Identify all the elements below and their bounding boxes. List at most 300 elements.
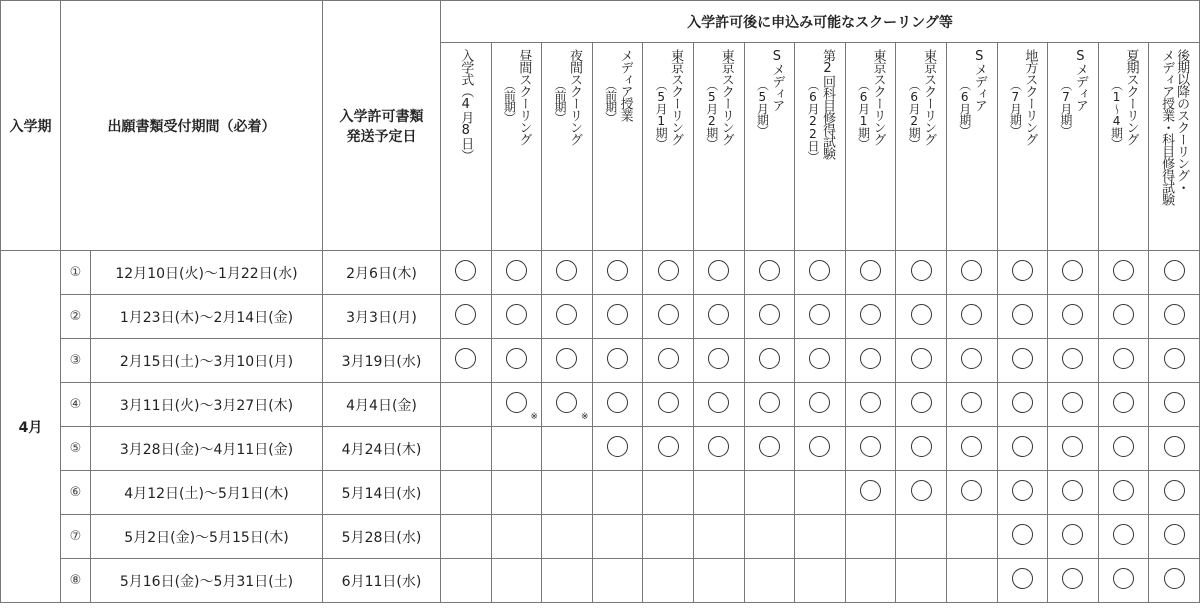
available-circle-icon (708, 348, 729, 369)
column-header-line: Sメディア (971, 49, 987, 111)
availability-cell (1048, 251, 1099, 295)
column-header-line: 夏期スクーリング (1123, 49, 1139, 145)
column-header (946, 43, 997, 251)
available-circle-icon (961, 392, 982, 413)
column-header (542, 43, 593, 251)
availability-cell (643, 295, 694, 339)
availability-cell (643, 515, 694, 559)
column-header-text (653, 49, 683, 245)
column-header-line: （7月期） (1008, 79, 1023, 136)
available-circle-icon (708, 304, 729, 325)
availability-cell (795, 295, 846, 339)
application-period: 5月2日(金)〜5月15日(木) (91, 515, 323, 559)
availability-cell (845, 471, 896, 515)
availability-cell (946, 559, 997, 603)
availability-cell (693, 427, 744, 471)
available-circle-icon (556, 348, 577, 369)
column-header-line: （1〜4期） (1109, 79, 1124, 149)
availability-cell (491, 471, 542, 515)
availability-cell (1048, 383, 1099, 427)
availability-cell (1098, 295, 1149, 339)
availability-cell (693, 251, 744, 295)
column-header-line: 入学式（4月8日） (458, 49, 474, 161)
availability-cell (997, 383, 1048, 427)
available-circle-icon (658, 304, 679, 325)
column-header-line: Sメディア (769, 49, 785, 111)
available-circle-icon (759, 260, 780, 281)
column-header (693, 43, 744, 251)
available-circle-icon (961, 260, 982, 281)
row-number: ④ (61, 383, 91, 427)
availability-cell (795, 251, 846, 295)
application-period: 12月10日(火)〜1月22日(水) (91, 251, 323, 295)
available-circle-icon (607, 392, 628, 413)
column-header (441, 43, 492, 251)
column-header-text (805, 49, 835, 245)
dispatch-header-line2: 発送予定日 (346, 128, 417, 145)
dispatch-date: 3月19日(水) (323, 339, 441, 383)
availability-cell (592, 559, 643, 603)
availability-cell (946, 515, 997, 559)
available-circle-icon (506, 392, 538, 422)
column-header-line: （7月期） (1058, 79, 1073, 136)
availability-cell (542, 251, 593, 295)
availability-cell (491, 427, 542, 471)
available-circle-icon (708, 436, 729, 457)
column-header-line: （前期） (502, 79, 517, 123)
availability-cell (693, 295, 744, 339)
availability-cell (592, 295, 643, 339)
availability-cell (491, 515, 542, 559)
available-circle-icon (860, 436, 881, 457)
available-circle-icon (809, 436, 830, 457)
available-circle-icon (860, 304, 881, 325)
availability-cell (441, 383, 492, 427)
available-circle-icon (1062, 436, 1083, 457)
availability-cell (592, 339, 643, 383)
availability-cell (845, 559, 896, 603)
availability-cell (693, 339, 744, 383)
availability-cell (744, 383, 795, 427)
availability-cell (643, 471, 694, 515)
column-header-line: （5月1期） (654, 79, 669, 149)
column-header-line: （5月期） (755, 79, 770, 136)
availability-cell (542, 383, 593, 427)
availability-cell (1149, 515, 1200, 559)
available-circle-icon (1062, 348, 1083, 369)
available-circle-icon (911, 304, 932, 325)
availability-cell (795, 383, 846, 427)
schooling-group-header: 入学許可後に申込み可能なスクーリング等 (441, 1, 1200, 43)
availability-cell (1149, 559, 1200, 603)
available-circle-icon (911, 436, 932, 457)
availability-cell (1098, 471, 1149, 515)
availability-cell (491, 559, 542, 603)
availability-cell (693, 515, 744, 559)
availability-cell (592, 471, 643, 515)
column-header-text (501, 49, 531, 245)
available-circle-icon (1113, 436, 1134, 457)
available-circle-icon (809, 304, 830, 325)
available-circle-icon (1012, 480, 1033, 501)
column-header-text (704, 49, 734, 245)
availability-cell (744, 559, 795, 603)
available-circle-icon (1113, 568, 1134, 589)
availability-cell (491, 251, 542, 295)
dispatch-date: 3月3日(月) (323, 295, 441, 339)
dispatch-date: 6月11日(水) (323, 559, 441, 603)
availability-cell (896, 515, 947, 559)
availability-cell (845, 383, 896, 427)
availability-cell (845, 295, 896, 339)
application-period: 1月23日(木)〜2月14日(金) (91, 295, 323, 339)
dispatch-date: 5月14日(水) (323, 471, 441, 515)
available-circle-icon (506, 260, 527, 281)
availability-cell (795, 471, 846, 515)
note-mark: ※ (580, 412, 589, 422)
table-row (1, 383, 1200, 427)
column-header (845, 43, 896, 251)
availability-cell (744, 427, 795, 471)
availability-cell (744, 471, 795, 515)
available-circle-icon (1113, 392, 1134, 413)
availability-cell (896, 471, 947, 515)
available-circle-icon (556, 260, 577, 281)
row-number: ⑤ (61, 427, 91, 471)
available-circle-icon (1164, 568, 1185, 589)
availability-cell (491, 295, 542, 339)
column-header-line: 地方スクーリング (1022, 49, 1038, 145)
available-circle-icon (961, 348, 982, 369)
availability-cell (1149, 251, 1200, 295)
availability-cell (946, 339, 997, 383)
table-row (1, 515, 1200, 559)
column-header (1048, 43, 1099, 251)
availability-cell (896, 251, 947, 295)
table-row (1, 559, 1200, 603)
availability-cell (441, 339, 492, 383)
row-number: ⑦ (61, 515, 91, 559)
availability-cell (1048, 471, 1099, 515)
row-number: ③ (61, 339, 91, 383)
availability-cell (997, 471, 1048, 515)
available-circle-icon (1164, 480, 1185, 501)
available-circle-icon (911, 260, 932, 281)
availability-cell (1048, 515, 1099, 559)
availability-cell (693, 471, 744, 515)
available-circle-icon (1062, 392, 1083, 413)
availability-cell (592, 427, 643, 471)
application-period: 5月16日(金)〜5月31日(土) (91, 559, 323, 603)
availability-cell (441, 427, 492, 471)
available-circle-icon (1164, 524, 1185, 545)
available-circle-icon (961, 304, 982, 325)
period-header: 出願書類受付期間（必着） (61, 1, 323, 251)
column-header (1149, 43, 1200, 251)
column-header-line: 夜間スクーリング (566, 49, 582, 145)
table-row (1, 251, 1200, 295)
availability-cell (542, 339, 593, 383)
availability-cell (542, 471, 593, 515)
availability-cell (1149, 471, 1200, 515)
availability-cell (491, 383, 542, 427)
available-circle-icon (1113, 260, 1134, 281)
availability-cell (491, 339, 542, 383)
available-circle-icon (607, 436, 628, 457)
available-circle-icon (556, 304, 577, 325)
column-header (997, 43, 1048, 251)
availability-cell (643, 427, 694, 471)
availability-cell (744, 339, 795, 383)
available-circle-icon (860, 348, 881, 369)
availability-cell (1149, 427, 1200, 471)
column-header-line: 東京スクーリング (870, 49, 886, 145)
column-header-line: Sメディア (1072, 49, 1088, 111)
available-circle-icon (607, 260, 628, 281)
availability-cell (1098, 383, 1149, 427)
column-header-line: メディア授業 (617, 49, 633, 121)
column-header-text (1159, 49, 1189, 245)
availability-cell (896, 295, 947, 339)
column-header-text (1007, 49, 1037, 245)
column-header-line: 東京スクーリング (718, 49, 734, 145)
availability-cell (997, 295, 1048, 339)
column-header-line: 後期以降のスクーリング・ (1174, 49, 1190, 193)
column-header-line: （前期） (603, 79, 618, 123)
available-circle-icon (1164, 436, 1185, 457)
available-circle-icon (658, 260, 679, 281)
availability-cell (845, 515, 896, 559)
column-header (643, 43, 694, 251)
available-circle-icon (708, 260, 729, 281)
column-header-line: 東京スクーリング (921, 49, 937, 145)
row-number: ② (61, 295, 91, 339)
availability-cell (744, 295, 795, 339)
available-circle-icon (759, 348, 780, 369)
column-header-text (957, 49, 987, 245)
column-header (1098, 43, 1149, 251)
available-circle-icon (1012, 568, 1033, 589)
available-circle-icon (455, 304, 476, 325)
availability-cell (896, 339, 947, 383)
available-circle-icon (759, 392, 780, 413)
column-header-line: （6月1期） (856, 79, 871, 149)
column-header-text (754, 49, 784, 245)
column-header-text (603, 49, 633, 245)
availability-cell (795, 515, 846, 559)
column-header (491, 43, 542, 251)
availability-cell (693, 559, 744, 603)
available-circle-icon (455, 260, 476, 281)
available-circle-icon (961, 436, 982, 457)
available-circle-icon (658, 436, 679, 457)
availability-cell (441, 559, 492, 603)
row-number: ⑧ (61, 559, 91, 603)
availability-cell (997, 427, 1048, 471)
available-circle-icon (1113, 480, 1134, 501)
dispatch-date: 4月4日(金) (323, 383, 441, 427)
available-circle-icon (506, 348, 527, 369)
column-header-line: 東京スクーリング (668, 49, 684, 145)
column-header-line: （6月22日） (805, 79, 820, 162)
dispatch-header-line1: 入学許可書類 (339, 108, 424, 125)
available-circle-icon (911, 348, 932, 369)
availability-cell (441, 515, 492, 559)
available-circle-icon (759, 304, 780, 325)
column-header (592, 43, 643, 251)
available-circle-icon (860, 480, 881, 501)
available-circle-icon (809, 392, 830, 413)
availability-cell (845, 251, 896, 295)
availability-cell (542, 295, 593, 339)
availability-cell (643, 383, 694, 427)
available-circle-icon (1113, 524, 1134, 545)
column-header-line: 昼間スクーリング (516, 49, 532, 145)
column-header-text (856, 49, 886, 245)
availability-cell (1098, 251, 1149, 295)
availability-cell (845, 339, 896, 383)
table-row (1, 427, 1200, 471)
availability-cell (946, 251, 997, 295)
column-header (744, 43, 795, 251)
available-circle-icon (658, 348, 679, 369)
column-header-line: （6月期） (957, 79, 972, 136)
column-header-line: メディア授業・科目修得試験 (1159, 49, 1175, 205)
availability-cell (795, 427, 846, 471)
availability-cell (946, 471, 997, 515)
available-circle-icon (961, 480, 982, 501)
available-circle-icon (809, 348, 830, 369)
available-circle-icon (1012, 392, 1033, 413)
column-header-text (1109, 49, 1139, 245)
availability-cell (744, 515, 795, 559)
column-header-line: 第2回科目修得試験 (819, 49, 835, 159)
available-circle-icon (1164, 260, 1185, 281)
column-header-text (458, 49, 473, 245)
available-circle-icon (1164, 392, 1185, 413)
column-header-text (906, 49, 936, 245)
availability-cell (1098, 515, 1149, 559)
available-circle-icon (607, 304, 628, 325)
availability-cell (592, 515, 643, 559)
note-mark: ※ (530, 412, 538, 422)
availability-cell (441, 295, 492, 339)
table-row (1, 471, 1200, 515)
available-circle-icon (1062, 260, 1083, 281)
available-circle-icon (455, 348, 476, 369)
available-circle-icon (607, 348, 628, 369)
availability-cell (1048, 339, 1099, 383)
availability-cell (643, 251, 694, 295)
term-header: 入学期 (1, 1, 61, 251)
available-circle-icon (1062, 480, 1083, 501)
availability-cell (1048, 559, 1099, 603)
dispatch-date: 5月28日(水) (323, 515, 441, 559)
availability-cell (896, 383, 947, 427)
table-row (1, 339, 1200, 383)
availability-cell (1098, 559, 1149, 603)
availability-cell (542, 427, 593, 471)
column-header-text (552, 49, 582, 245)
available-circle-icon (860, 392, 881, 413)
availability-cell (896, 559, 947, 603)
dispatch-date: 2月6日(木) (323, 251, 441, 295)
availability-cell (946, 295, 997, 339)
availability-cell (795, 339, 846, 383)
available-circle-icon (556, 392, 589, 422)
dispatch-date: 4月24日(木) (323, 427, 441, 471)
row-number: ① (61, 251, 91, 295)
available-circle-icon (1012, 260, 1033, 281)
availability-cell (997, 515, 1048, 559)
availability-cell (643, 339, 694, 383)
availability-cell (1149, 383, 1200, 427)
availability-cell (946, 383, 997, 427)
column-header-line: （前期） (552, 79, 567, 123)
availability-cell (1048, 295, 1099, 339)
availability-cell (1149, 339, 1200, 383)
availability-cell (997, 251, 1048, 295)
column-header-text (1058, 49, 1088, 245)
availability-cell (1098, 427, 1149, 471)
availability-cell (795, 559, 846, 603)
availability-cell (845, 427, 896, 471)
available-circle-icon (1164, 348, 1185, 369)
availability-cell (441, 251, 492, 295)
column-header-line: （5月2期） (704, 79, 719, 149)
available-circle-icon (1164, 304, 1185, 325)
available-circle-icon (506, 304, 527, 325)
availability-cell (1149, 295, 1200, 339)
available-circle-icon (1113, 304, 1134, 325)
application-period: 2月15日(土)〜3月10日(月) (91, 339, 323, 383)
row-number: ⑥ (61, 471, 91, 515)
column-header-line: （6月2期） (907, 79, 922, 149)
availability-cell (441, 471, 492, 515)
availability-cell (1098, 339, 1149, 383)
availability-cell (693, 383, 744, 427)
available-circle-icon (1062, 568, 1083, 589)
availability-cell (997, 339, 1048, 383)
available-circle-icon (1113, 348, 1134, 369)
availability-cell (643, 559, 694, 603)
available-circle-icon (658, 392, 679, 413)
table-row (1, 295, 1200, 339)
application-period: 3月11日(火)〜3月27日(木) (91, 383, 323, 427)
availability-cell (592, 383, 643, 427)
available-circle-icon (708, 392, 729, 413)
availability-cell (592, 251, 643, 295)
available-circle-icon (911, 392, 932, 413)
available-circle-icon (911, 480, 932, 501)
column-header (795, 43, 846, 251)
availability-cell (744, 251, 795, 295)
available-circle-icon (1012, 524, 1033, 545)
availability-cell (946, 427, 997, 471)
column-header (896, 43, 947, 251)
availability-cell (997, 559, 1048, 603)
available-circle-icon (1062, 524, 1083, 545)
term-cell: 4月 (1, 251, 61, 603)
available-circle-icon (1012, 304, 1033, 325)
availability-cell (542, 515, 593, 559)
available-circle-icon (759, 436, 780, 457)
application-period: 4月12日(土)〜5月1日(木) (91, 471, 323, 515)
availability-cell (896, 427, 947, 471)
available-circle-icon (809, 260, 830, 281)
available-circle-icon (860, 260, 881, 281)
application-period: 3月28日(金)〜4月11日(金) (91, 427, 323, 471)
